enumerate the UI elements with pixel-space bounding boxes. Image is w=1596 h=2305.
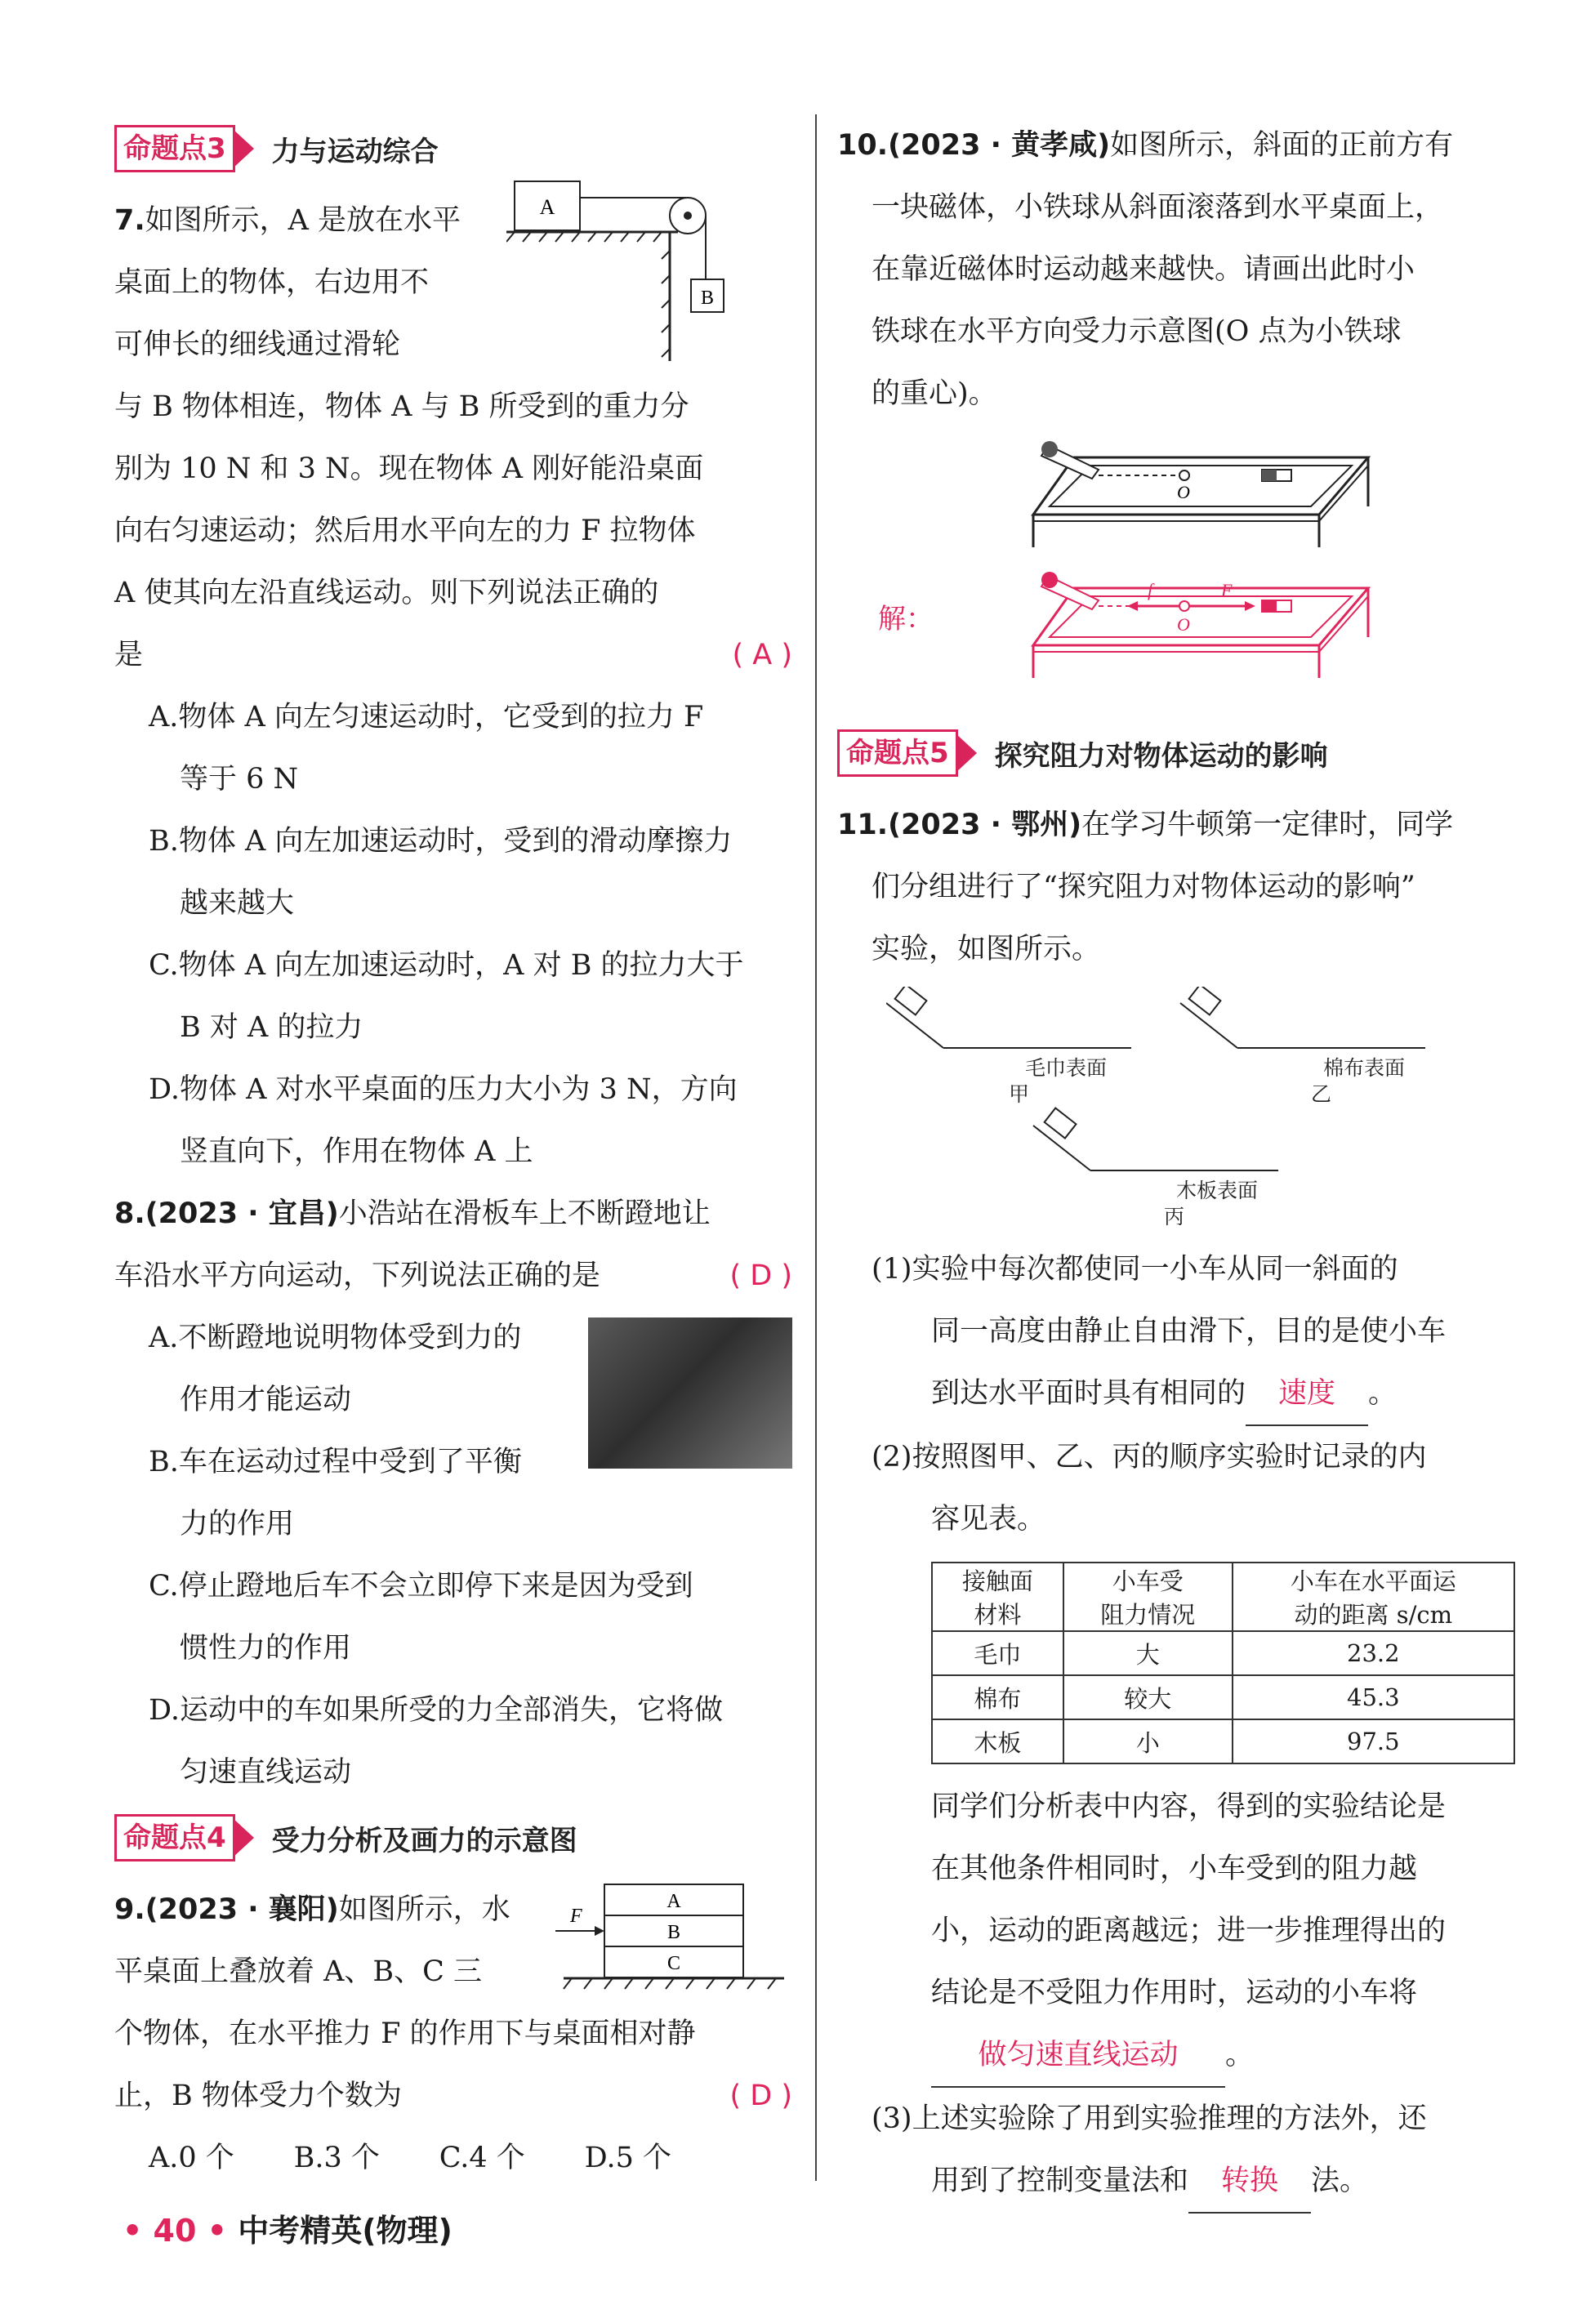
q11-line-2: 们分组进行了“探究阻力对物体运动的影响” [872,871,1415,903]
q11-conclusion-5: 做匀速直线运动 。 [837,2024,1515,2088]
block-a-label: A [666,1891,681,1912]
table-row [932,1719,1514,1763]
pulley-diagram [506,173,792,361]
q7-line-5: 别为 10 N 和 3 N。现在物体 A 刚好能沿桌面 [114,453,704,485]
section-tag: 命题点3 [114,125,235,172]
q11-p1-answer: 速度 [1246,1362,1368,1426]
block-c-label: C [666,1953,681,1974]
results-table [931,1562,1515,1764]
table-cell: 97.5 [1233,1719,1514,1763]
section-header-4 [114,1812,792,1864]
q7-option-b-cont: 越来越大 [180,887,295,920]
q10-line-2: 一块磁体，小铁球从斜面滚落到水平桌面上， [872,191,1444,224]
section-title: 力与运动综合 [271,135,439,168]
q7-option-d-cont: 竖直向下，作用在物体 A 上 [180,1135,533,1168]
block-b-label: B [700,288,715,309]
q7-option-a-cont: 等于 6 N [180,763,299,796]
q10-line-1: 10.(2023 · 黄孝咸)如图所示，斜面的正前方有 [837,129,1454,162]
q11-p1-line-3: 到达水平面时具有相同的 速度 。 [837,1362,1515,1426]
section-header-5 [837,727,1515,779]
section-title: 受力分析及画力的示意图 [271,1824,577,1857]
magnet-table-diagram [1017,433,1393,564]
q10-solution [837,564,1515,727]
surface-b-label: 棉布表面 [1323,1058,1406,1080]
force-f-large-label: F [1221,580,1233,600]
right-column [837,114,1515,2214]
q7-option-c: C.物体 A 向左加速运动时，A 对 B 的拉力大于 [149,949,744,982]
page-footer [123,2205,452,2250]
section-arrow-icon [233,129,254,168]
fig-a-label: 甲 [1009,1084,1030,1106]
q8-option-a: A.不断蹬地说明物体受到力的 [149,1322,522,1354]
force-f-small-label: f [1148,580,1153,600]
question-8 [114,1183,792,1803]
q11-p3-answer: 转换 [1188,2150,1311,2214]
q9-line-2: 平桌面上叠放着 A、B、C 三 [114,1955,483,1988]
section-header-3 [114,123,792,175]
q11-p2-line-1: (2)按照图甲、乙、丙的顺序实验时记录的内 [872,1441,1427,1474]
q7-line-3: 可伸长的细线通过滑轮 [114,328,401,361]
footer-dot: • [207,2213,227,2249]
q8-option-b: B.车在运动过程中受到了平衡 [149,1446,522,1478]
q9-option-b: B.3 个 [293,2142,380,2174]
table-cell: 小 [1063,1719,1233,1763]
fig-c-label: 丙 [1164,1206,1185,1228]
q7-line-6: 向右匀速运动；然后用水平向左的力 F 拉物体 [114,515,696,547]
table-row [932,1675,1514,1719]
q8-line-2: 车沿水平方向运动，下列说法正确的是 ( D ) [114,1245,792,1307]
q9-option-a: A.0 个 [149,2142,234,2174]
left-column [114,123,792,2189]
table-cell: 45.3 [1233,1675,1514,1719]
table-header-row [932,1563,1514,1631]
table-header-cell: 接触面 材料 [932,1563,1063,1631]
surface-c-label: 木板表面 [1176,1180,1259,1202]
q8-option-d-cont: 匀速直线运动 [180,1756,352,1789]
scooter-photo [588,1317,792,1469]
q11-line-1: 11.(2023 · 鄂州)在学习牛顿第一定律时，同学 [837,809,1454,841]
q11-p2-line-2: 容见表。 [931,1503,1046,1536]
q7-option-c-cont: B 对 A 的拉力 [180,1011,363,1044]
table-cell: 23.2 [1233,1631,1514,1675]
table-cell: 木板 [932,1719,1063,1763]
page-number: 40 [153,2213,197,2249]
ramp-experiment-diagram [886,987,1474,1232]
book-title: 中考精英(物理) [238,2213,452,2249]
table-cell: 大 [1063,1631,1233,1675]
q11-conclusion-4: 结论是不受阻力作用时，运动的小车将 [931,1977,1418,2009]
q8-option-b-cont: 力的作用 [180,1508,295,1540]
q10-line-4: 铁球在水平方向受力示意图(O 点为小铁球 [872,315,1402,348]
q11-p3-line-2: 用到了控制变量法和 转换 法。 [837,2150,1515,2214]
solution-diagram [1017,564,1393,711]
q11-p1-line-1: (1)实验中每次都使同一小车从同一斜面的 [872,1253,1398,1286]
q9-line-3: 个物体，在水平推力 F 的作用下与桌面相对静 [114,2017,696,2050]
q9-option-c: C.4 个 [439,2142,525,2174]
question-7 [114,189,792,1183]
question-11 [837,794,1515,2214]
q7-option-d: D.物体 A 对水平桌面的压力大小为 3 N，方向 [149,1073,738,1106]
q11-line-3: 实验，如图所示。 [872,933,1101,965]
center-o-label: O [1177,482,1190,502]
q7-option-b: B.物体 A 向左加速运动时，受到的滑动摩擦力 [149,825,733,858]
table-cell: 毛巾 [932,1631,1063,1675]
q11-conclusion-1: 同学们分析表中内容，得到的实验结论是 [931,1790,1447,1823]
center-o-label: O [1177,614,1190,635]
section-title: 探究阻力对物体运动的影响 [994,739,1328,773]
q7-answer: ( A ) [732,639,792,671]
table-header-cell: 小车在水平面运 动的距离 s/cm [1233,1563,1514,1631]
q10-line-5: 的重心)。 [872,377,997,410]
q8-option-a-cont: 作用才能运动 [180,1384,352,1416]
q7-line-2: 桌面上的物体，右边用不 [114,266,430,299]
q10-line-3: 在靠近磁体时运动越来越快。请画出此时小 [872,253,1415,286]
q9-line-1: 9.(2023 · 襄阳)如图所示，水 [114,1893,510,1926]
block-b-label: B [666,1922,681,1943]
q11-p1-line-2: 同一高度由静止自由滑下，目的是使小车 [931,1315,1447,1348]
q11-conclusion-2: 在其他条件相同时，小车受到的阻力越 [931,1852,1418,1885]
q8-line-1: 8.(2023 · 宜昌)小浩站在滑板车上不断蹬地让 [114,1197,711,1230]
table-row [932,1631,1514,1675]
column-divider [815,114,817,2181]
fig-b-label: 乙 [1311,1084,1332,1106]
q9-options [114,2127,671,2189]
q7-line-1: 7.如图所示，A 是放在水平 [114,204,461,237]
question-9 [114,1879,792,2189]
q7-line-4: 与 B 物体相连，物体 A 与 B 所受到的重力分 [114,390,689,423]
table-header-cell: 小车受 阻力情况 [1063,1563,1233,1631]
solution-label: 解： [878,603,934,635]
footer-dot: • [123,2213,143,2249]
q7-line-8: 是 ( A ) [114,624,792,686]
q8-answer: ( D ) [729,1260,792,1292]
q8-option-d: D.运动中的车如果所受的力全部消失，它将做 [149,1694,723,1727]
q11-conclusion-3: 小，运动的距离越远；进一步推理得出的 [931,1915,1447,1947]
q9-line-4: 止，B 物体受力个数为 ( D ) [114,2065,792,2127]
q11-p3-line-1: (3)上述实验除了用到实验推理的方法外，还 [872,2102,1427,2135]
q9-answer: ( D ) [729,2080,792,2112]
section-tag: 命题点5 [837,729,958,777]
surface-a-label: 毛巾表面 [1025,1058,1108,1080]
question-10 [837,114,1515,727]
section-tag: 命题点4 [114,1814,235,1861]
section-arrow-icon [233,1818,254,1857]
block-a-label: A [539,195,555,219]
q7-option-a: A.物体 A 向左匀速运动时，它受到的拉力 F [149,701,704,733]
force-f-label: F [570,1906,582,1927]
q8-option-c-cont: 惯性力的作用 [180,1632,352,1665]
table-cell: 棉布 [932,1675,1063,1719]
table-cell: 较大 [1063,1675,1233,1719]
stacked-blocks-diagram [555,1883,792,2005]
q7-line-7: A 使其向左沿直线运动。则下列说法正确的 [114,577,659,609]
q11-conclusion-answer: 做匀速直线运动 [931,2024,1225,2088]
section-arrow-icon [956,733,977,773]
q9-option-d: D.5 个 [584,2142,671,2174]
q8-option-c: C.停止蹬地后车不会立即停下来是因为受到 [149,1570,693,1603]
